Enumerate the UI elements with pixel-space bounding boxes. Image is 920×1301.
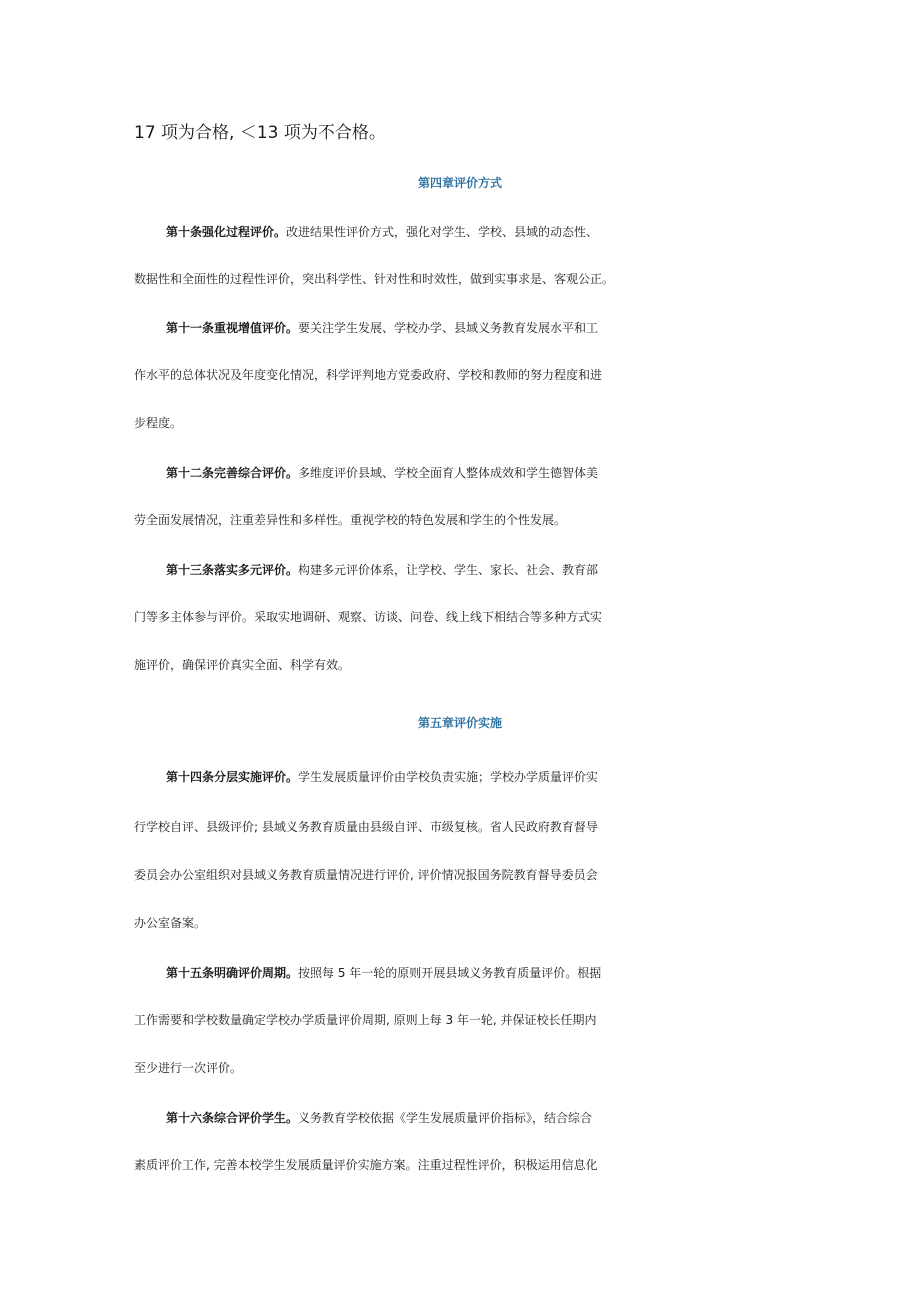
line-text: 改进结果性评价方式，强化对学生、学校、县域的动态性、: [286, 225, 599, 239]
text-line: [0, 510, 920, 530]
text-line: [0, 1010, 920, 1030]
line-text: 步程度。: [134, 416, 183, 430]
article-heading: 第十一条重视增值评价。: [166, 321, 299, 335]
text-line: [0, 413, 920, 433]
line-text: 作水平的总体状况及年度变化情况，科学评判地方党委政府、学校和教师的努力程度和进: [134, 368, 603, 382]
text-line: [0, 817, 920, 837]
article-line: [0, 463, 920, 483]
article-heading: 第十条强化过程评价。: [166, 225, 287, 239]
text-line: [0, 123, 920, 144]
article-line: [0, 560, 920, 580]
chapter-heading: [0, 173, 920, 193]
line-text: 行学校自评、县级评价; 县域义务教育质量由县级自评、市级复核。省人民政府教育督导: [134, 820, 598, 834]
line-text: 施评价，确保评价真实全面、科学有效。: [134, 658, 351, 672]
article-line: [0, 767, 920, 787]
line-text: 按照每 5 年一轮的原则开展县域义务教育质量评价。根据: [298, 966, 602, 980]
line-text: 义务教育学校依据《学生发展质量评价指标》，结合综合: [298, 1111, 593, 1125]
article-line: [0, 1108, 920, 1128]
line-text: 至少进行一次评价。: [134, 1061, 243, 1075]
article-heading: 第十二条完善综合评价。: [166, 466, 299, 480]
text-line: [0, 913, 920, 933]
line-text: 办公室备案。: [134, 916, 207, 930]
line-text: 委员会办公室组织对县域义务教育质量情况进行评价, 评价情况报国务院教育督导委员会: [134, 868, 598, 882]
article-line: [0, 963, 920, 983]
article-line: [0, 318, 920, 338]
text-line: [0, 1058, 920, 1078]
line-text: 门等多主体参与评价。采取实地调研、观察、访谈、问卷、线上线下相结合等多种方式实: [134, 610, 603, 624]
chapter-heading: [0, 713, 920, 733]
line-text: 构建多元评价体系，让学校、学生、家长、社会、教育部: [298, 563, 599, 577]
article-heading: 第十六条综合评价学生。: [166, 1111, 299, 1125]
line-text: 17 项为合格, ＜13 项为不合格。: [134, 123, 386, 143]
chapter-title: 第四章评价方式: [417, 176, 502, 190]
line-text: 素质评价工作, 完善本校学生发展质量评价实施方案。注重过程性评价，积极运用信息化: [134, 1158, 598, 1172]
line-text: 学生发展质量评价由学校负责实施；学校办学质量评价实: [298, 770, 599, 784]
line-text: 劳全面发展情况，注重差异性和多样性。重视学校的特色发展和学生的个性发展。: [134, 513, 567, 527]
article-heading: 第十四条分层实施评价。: [166, 770, 299, 784]
text-line: [0, 269, 920, 289]
text-line: [0, 1155, 920, 1175]
line-text: 数据性和全面性的过程性评价，突出科学性、针对性和时效性，做到实事求是、客观公正。: [134, 272, 615, 286]
article-line: [0, 222, 920, 242]
text-line: [0, 865, 920, 885]
text-line: [0, 365, 920, 385]
text-line: [0, 607, 920, 627]
article-heading: 第十五条明确评价周期。: [166, 966, 299, 980]
article-heading: 第十三条落实多元评价。: [166, 563, 299, 577]
chapter-title: 第五章评价实施: [417, 716, 502, 730]
line-text: 要关注学生发展、学校办学、县域义务教育发展水平和工: [298, 321, 599, 335]
line-text: 工作需要和学校数量确定学校办学质量评价周期, 原则上每 3 年一轮, 并保证校长任期内: [134, 1013, 597, 1027]
text-line: [0, 655, 920, 675]
line-text: 多维度评价县域、学校全面育人整体成效和学生德智体美: [298, 466, 599, 480]
